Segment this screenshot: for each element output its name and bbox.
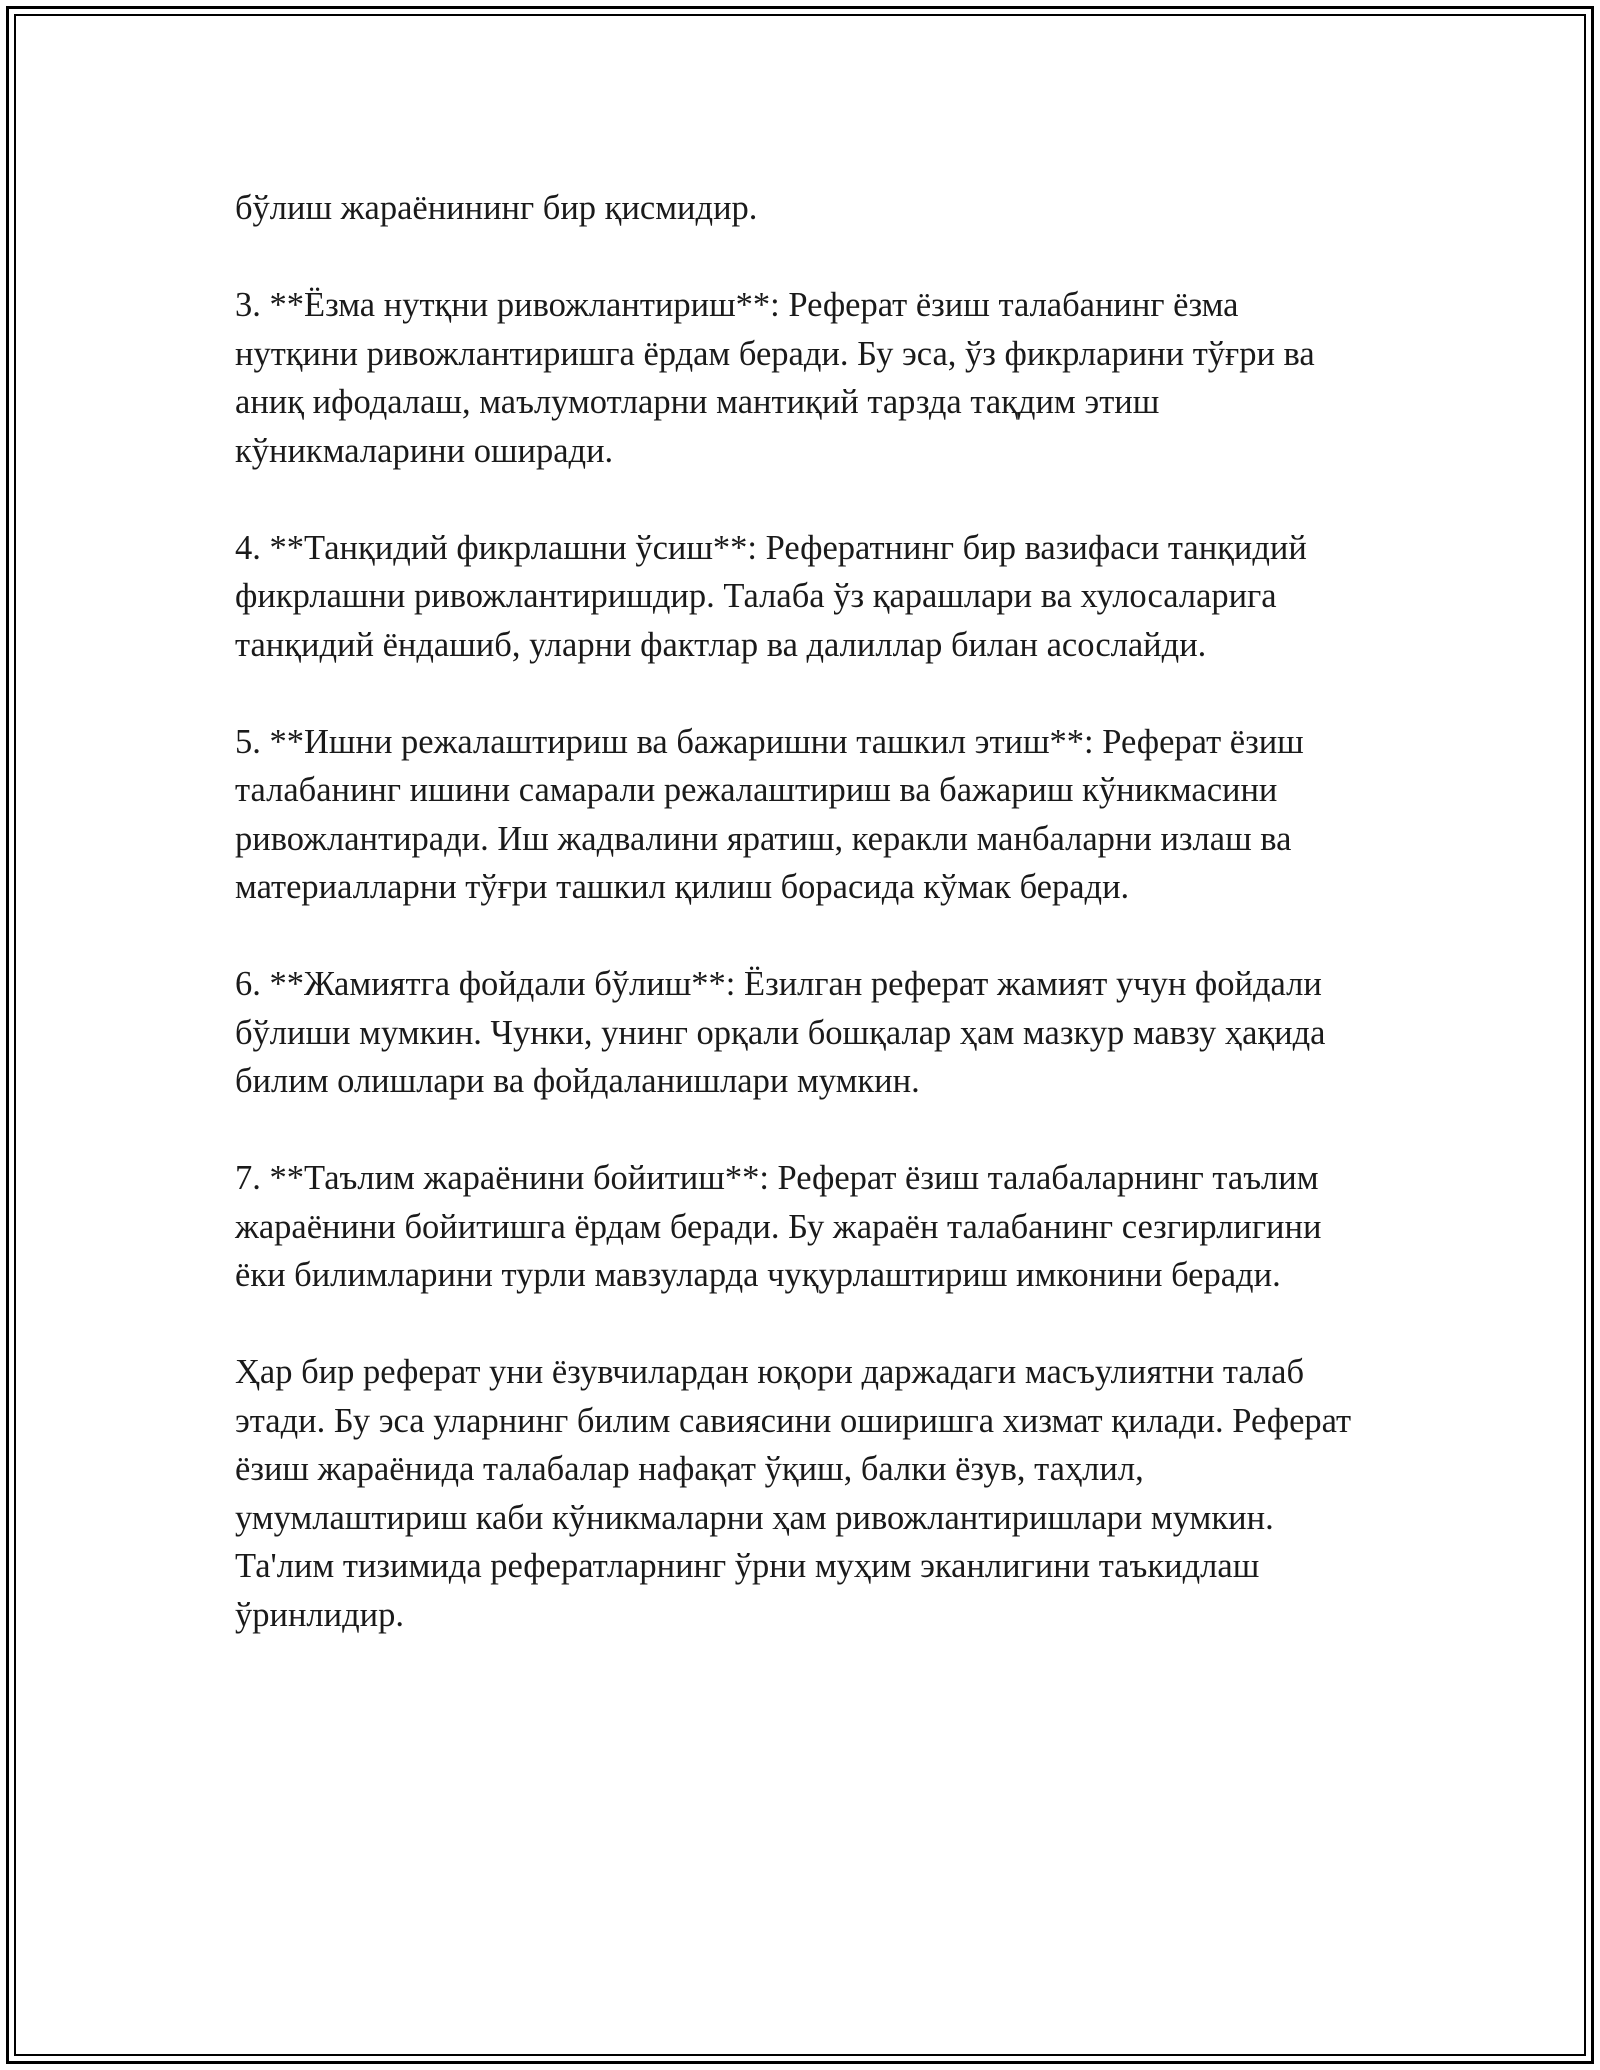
paragraph-item-6: 6. **Жамиятга фойдали бўлиш**: Ёзилган реферат жамият учун фойдали бўлиши мумкин. Чунки, унинг орқали бошқалар ҳам мазкур мавзу ҳақида билим олишлари ва фойдаланишлари мумкин. bbox=[235, 965, 1326, 1100]
paragraph-conclusion: Ҳар бир реферат уни ёзувчилардан юқори даржадаги масъулиятни талаб этади. Бу эса уларнинг билим савиясини оширишга хизмат қилади. Реферат ёзиш жараёнида талабалар нафақат ўқиш, балки ёзув, таҳлил, умумлаштириш каби кўникмаларни ҳам ривожлантиришлари мумкин. Та'лим тизимида рефератларнинг ўрни муҳим эканлигини таъкидлаш ўринлидир. bbox=[235, 1353, 1352, 1634]
paragraph-continuation: бўлиш жараёнининг бир қисмидир. bbox=[235, 189, 758, 227]
paragraph-item-5: 5. **Ишни режалаштириш ва бажаришни ташкил этиш**: Реферат ёзиш талабанинг ишини самарали режалаштириш ва бажариш кўникмасини ривожлантиради. Иш жадвалини яратиш, керакли манбаларни излаш ва материалларни тўғри ташкил қилиш борасида кўмак беради. bbox=[235, 722, 1304, 906]
paragraph-item-4: 4. **Танқидий фикрлашни ўсиш**: Рефератнинг бир вазифаси танқидий фикрлашни ривожлантиришдир. Талаба ўз қарашлари ва хулосаларига танқидий ёндашиб, уларни фактлар ва далиллар билан асослайди. bbox=[235, 528, 1307, 664]
document-body bbox=[235, 184, 1365, 1639]
paragraph-item-7: 7. **Таълим жараёнини бойитиш**: Реферат ёзиш талабаларнинг таълим жараёнини бойитишга ёрдам беради. Бу жараён талабанинг сезгирлигини ёки билимларини турли мавзуларда чуқурлаштириш имконини беради. bbox=[235, 1159, 1322, 1294]
paragraph-item-3: 3. **Ёзма нутқни ривожлантириш**: Реферат ёзиш талабанинг ёзма нутқини ривожлантиришга ёрдам беради. Бу эса, ўз фикрларини тўғри ва аниқ ифодалаш, маълумотларни мантиқий тарзда тақдим этиш кўникмаларини оширади. bbox=[235, 286, 1315, 470]
